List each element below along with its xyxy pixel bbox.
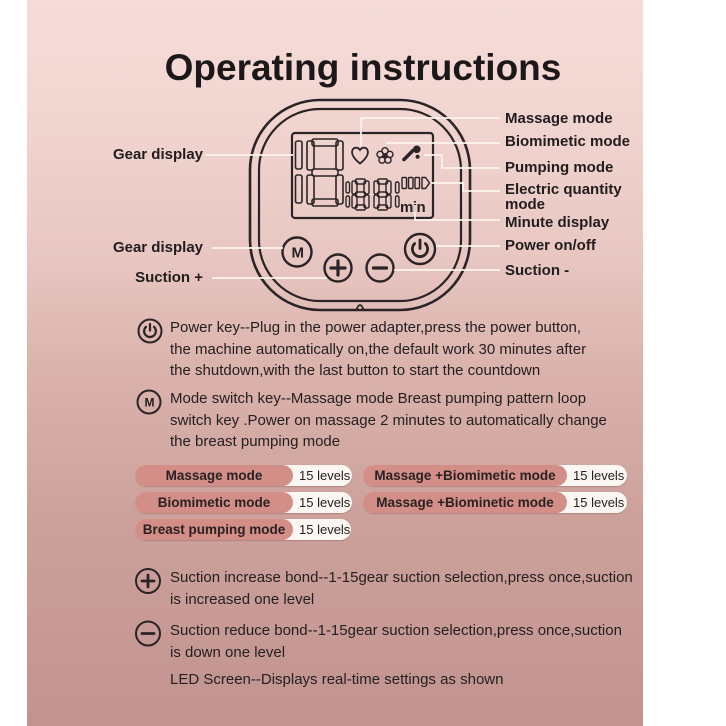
callout-pumping-mode: Pumping mode	[505, 159, 614, 176]
badge-massage-biominetic-mode-label: Massage +Biominetic mode	[363, 492, 567, 513]
suction-reduce-line-2: is down one level	[170, 643, 286, 661]
power-key-line-3: the shutdown,with the last button to start the countdown	[170, 362, 541, 379]
mode-key-line-2: switch key .Power on massage 2 minutes to automatically change	[170, 411, 607, 429]
min-label: min	[400, 199, 426, 216]
callout-gear-display-bottom: Gear display	[112, 239, 203, 256]
callout-minute-display: Minute display	[505, 214, 610, 231]
suction-increase-instructions	[170, 567, 633, 610]
badge-breast-pumping-mode-label: Breast pumping mode	[135, 519, 293, 540]
flower-biomimetic-icon	[377, 148, 393, 164]
mode-key-icon-label: M	[144, 395, 155, 410]
badge-massage-biomimetic-mode-label: Massage +Biomimetic mode	[363, 465, 567, 486]
mode-button	[283, 238, 312, 267]
power-key-line-2: the machine automatically on,the default work 30 minutes after	[170, 340, 587, 358]
pump-icon	[404, 146, 421, 160]
suction-increase-line-2: is increased one level	[170, 590, 315, 608]
badge-massage-mode	[135, 465, 352, 486]
mode-key-instructions	[170, 388, 630, 453]
page-title: Operating instructions	[164, 46, 562, 88]
callout-suction-plus: Suction +	[135, 269, 203, 286]
callout-gear-display-top: Gear display	[112, 146, 203, 163]
badge-massage-biominetic-mode	[363, 492, 627, 513]
suction-minus-button	[367, 255, 394, 282]
badge-breast-pumping-mode-levels: 15 levels	[299, 522, 351, 537]
minute-digits	[346, 179, 399, 210]
gear-digit-1	[296, 141, 303, 203]
mode-key-icon	[138, 391, 161, 414]
suction-plus-key-icon	[136, 569, 160, 593]
suction-reduce-line-1: Suction reduce bond--1-15gear suction selection,press once,suction	[170, 622, 622, 639]
led-screen-note: LED Screen--Displays real-time settings as shown	[170, 671, 504, 688]
power-key-line-1: Power key--Plug in the power adapter,press the power button,	[170, 319, 582, 336]
suction-increase-line-1: Suction increase bond--1-15gear suction selection,press once,suction	[170, 569, 633, 586]
mode-key-line-3: the breast pumping mode	[170, 433, 341, 450]
mode-key-line-1: Mode switch key--Massage mode Breast pumping pattern loop	[170, 390, 587, 407]
badge-massage-biominetic-mode-levels: 15 levels	[573, 495, 625, 510]
badge-biomimetic-mode-levels: 15 levels	[299, 495, 351, 510]
callout-massage-mode: Massage mode	[505, 110, 613, 127]
power-key-instructions	[170, 317, 630, 382]
callout-suction-minus: Suction -	[505, 262, 570, 279]
heart-massage-icon	[352, 148, 368, 164]
suction-plus-button	[325, 255, 352, 282]
callout-power-on-off: Power on/off	[505, 237, 596, 254]
badge-massage-biomimetic-mode-levels: 15 levels	[573, 468, 625, 483]
battery-icon	[402, 178, 430, 189]
callout-electric-quantity-mode: Electric quantity mode	[505, 181, 622, 213]
badge-massage-mode-label: Massage mode	[135, 465, 293, 486]
badge-biomimetic-mode	[135, 492, 352, 513]
badge-massage-biomimetic-mode	[363, 465, 627, 486]
badge-biomimetic-mode-label: Biomimetic mode	[135, 492, 293, 513]
badge-massage-mode-levels: 15 levels	[299, 468, 351, 483]
badge-breast-pumping-mode	[135, 519, 351, 540]
power-button	[405, 234, 435, 264]
lcd-screen	[292, 133, 433, 218]
callout-biomimetic-mode: Biomimetic mode	[505, 133, 631, 150]
mode-button-label: M	[291, 244, 304, 262]
suction-reduce-instructions	[170, 620, 630, 663]
power-key-icon	[139, 320, 162, 343]
suction-minus-key-icon	[136, 622, 160, 646]
gear-digit-8	[307, 139, 343, 206]
